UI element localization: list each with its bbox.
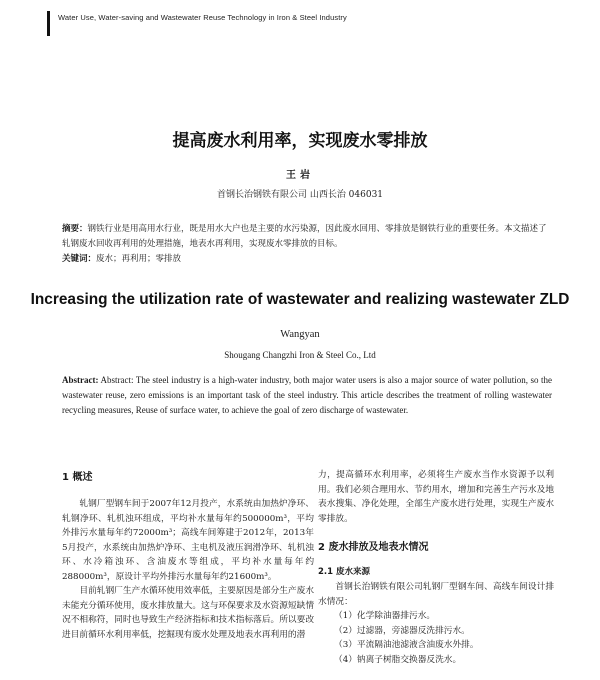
- english-abstract-label: Abstract:: [62, 375, 99, 385]
- right-column: [318, 468, 554, 667]
- chinese-abstract-text: 钢铁行业是用高用水行业，既是用水大户也是主要的水污染源，因此废水回用、零排放是钢铁行业的重要任务。本文描述了轧钢废水回收再利用的处理措施，地表水再利用，实现废水零排放的目标。: [62, 224, 547, 249]
- chinese-affiliation: 首钢长治钢铁有限公司 山西长治 046031: [216, 190, 384, 200]
- list-item: （4）钠离子树脂交换器反洗水。: [334, 654, 462, 665]
- section-2-heading: 2 废水排放及地表水情况: [318, 542, 429, 553]
- chinese-keywords-text: 废水；再利用；零排放: [96, 254, 182, 264]
- chinese-keywords-label: 关键词：: [62, 254, 97, 264]
- chinese-keywords: [62, 252, 552, 267]
- english-author: Wangyan: [280, 329, 320, 340]
- left-column: [62, 468, 314, 642]
- drainage-list: [318, 609, 554, 667]
- section-1-heading: 1 概述: [62, 472, 93, 483]
- chinese-title: 提高废水利用率，实现废水零排放: [172, 131, 428, 151]
- chinese-abstract: [62, 222, 552, 252]
- english-affiliation: Shougang Changzhi Iron & Steel Co., Ltd: [224, 350, 376, 360]
- section-1-paragraph-2: 目前轧钢厂生产水循环使用效率低，主要原因是部分生产废水未能充分循环使用，废水排放量大。这与环保要求及水资源短缺情况不相称符，同时也导致生产经济指标和技术指标落后。所以要改进目前循环水利用率低，挖掘现有废水处理及地表水再利用的潜: [62, 586, 314, 640]
- chinese-abstract-label: 摘要：: [62, 224, 88, 234]
- running-head: Water Use, Water-saving and Wastewater Reuse Technology in Iron & Steel Industry: [58, 13, 347, 22]
- subsection-2-1-heading: 2.1 废水来源: [318, 567, 371, 577]
- english-abstract-text: Abstract: The steel industry is a high-water industry, both major water users is also a major source of water pollution, so the wastewater reuse, zero emissions is an important task of the steel industry. This article describes the treatment of rolling wastewater recycling measures, Reuse of surface water, to achieve the goal of zero discharge of wastewater.: [62, 375, 552, 415]
- english-title: Increasing the utilization rate of wastewater and realizing wastewater ZLD: [30, 291, 570, 308]
- header-rule: [47, 11, 50, 36]
- english-abstract: [62, 373, 552, 418]
- list-item: （1）化学除油器排污水。: [334, 611, 436, 621]
- list-item: （2）过滤器，旁滤器反洗排污水。: [334, 625, 470, 636]
- section-1-paragraph-1: 轧钢厂型钢车间于2007年12月投产，水系统由加热炉净环、轧钢净环、轧机浊环组成，平均补水量每年约500000m³，平均外排污水量每年约72000m³；高线车间筹建于2012年，2013年5月投产，水系统由加热炉净环、主电机及液压润滑净环、轧机浊环、水冷箱浊环、含油废水等组成，平均补水量每年约288000m³，原设计平均外排污水量每年约21600m³。: [62, 499, 314, 582]
- chinese-author: 王岩: [286, 170, 314, 181]
- subsection-2-1-intro: 首钢长治钢铁有限公司轧钢厂型钢车间、高线车间设计排水情况：: [318, 582, 554, 607]
- continued-paragraph: 力，提高循环水利用率，必须将生产废水当作水资源予以利用。我们必须合理用水、节约用水，增加和完善生产污水及地表水搜集、净化处理，全部生产废水进行处理，实现生产废水零排放。: [318, 470, 554, 524]
- list-item: （3）平流隔油池滤液含油废水外排。: [334, 640, 479, 650]
